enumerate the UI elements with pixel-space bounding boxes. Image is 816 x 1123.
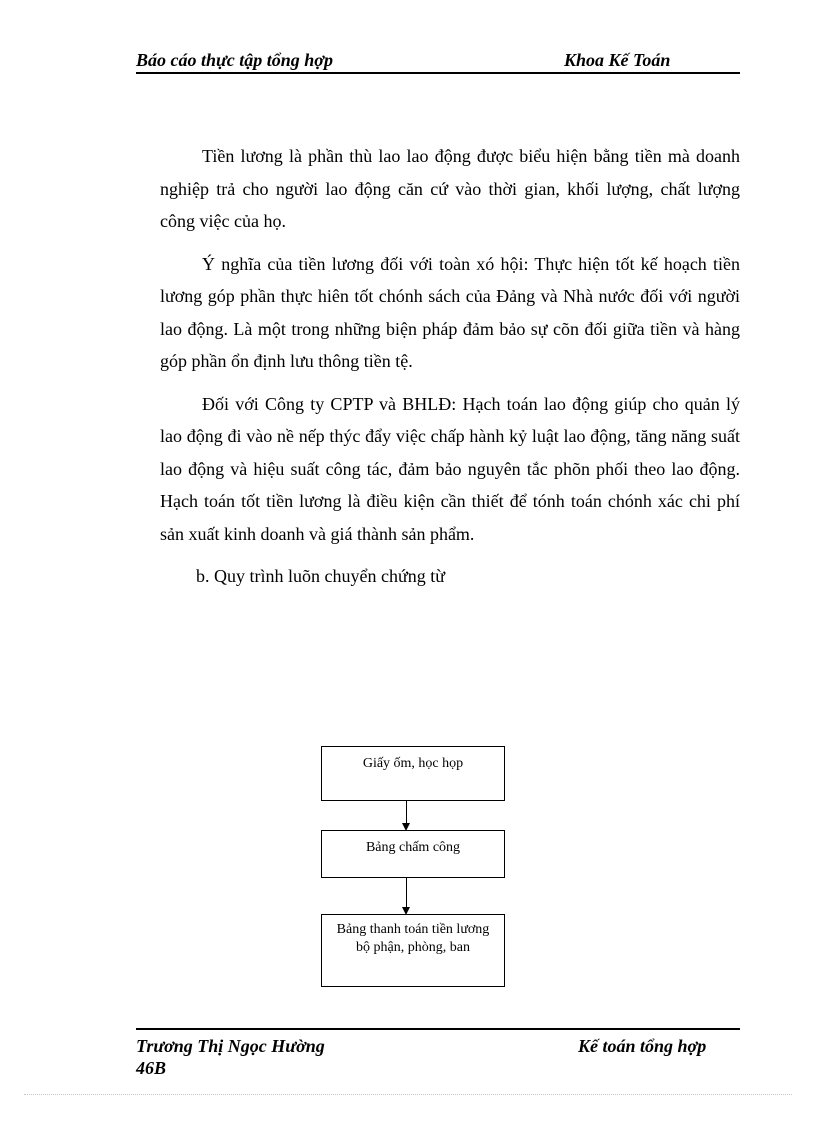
document-body [160, 140, 740, 603]
footer-class: 46B [136, 1058, 167, 1078]
flow-box-timesheet: Bảng chấm công [321, 830, 505, 878]
page-edge-divider [24, 1094, 792, 1095]
paragraph-2: Ý nghĩa của tiền lương đối với toàn xó hội: Thực hiện tốt kế hoạch tiền lương góp phần thực hiên tốt chónh sách của Đảng và Nhà nước đối với người lao động. Là một trong những biện pháp đảm bảo sự cõn đối giữa tiền và hàng góp phần ổn định lưu thông tiền tệ. [160, 253, 740, 371]
header-faculty: Khoa Kế Toán [564, 50, 671, 70]
footer-subject: Kế toán tổng hợp [578, 1036, 707, 1056]
paragraph-3: Đối với Công ty CPTP và BHLĐ: Hạch toán lao động giúp cho quản lý lao động đi vào nề nếp thýc đẩy việc chấp hành kỷ luật lao động, tăng năng suất lao động và hiệu suất công tác, đảm bảo nguyên tắc phõn phối theo lao động. Hạch toán tốt tiền lương là điều kiện cần thiết để tónh toán chónh xác chi phí sản xuất kinh doanh và giá thành sản phẩm. [160, 393, 740, 544]
flow-box-payroll: Bảng thanh toán tiền lương bộ phận, phòng, ban [321, 914, 505, 987]
page-footer [136, 1028, 740, 1078]
paragraph-1: Tiền lương là phần thù lao lao động được biểu hiện bằng tiền mà doanh nghiệp trả cho người lao động căn cứ vào thời gian, khối lượng, chất lượng công việc của họ. [160, 146, 740, 231]
section-subheading: b. Quy trình luõn chuyển chứng từ [196, 566, 445, 586]
page-header [136, 50, 740, 74]
header-report-title: Báo cáo thực tập tổng hợp [136, 50, 333, 70]
flow-box-sick-leave: Giấy ốm, học họp [321, 746, 505, 801]
footer-author: Trương Thị Ngọc Hường [136, 1036, 325, 1056]
